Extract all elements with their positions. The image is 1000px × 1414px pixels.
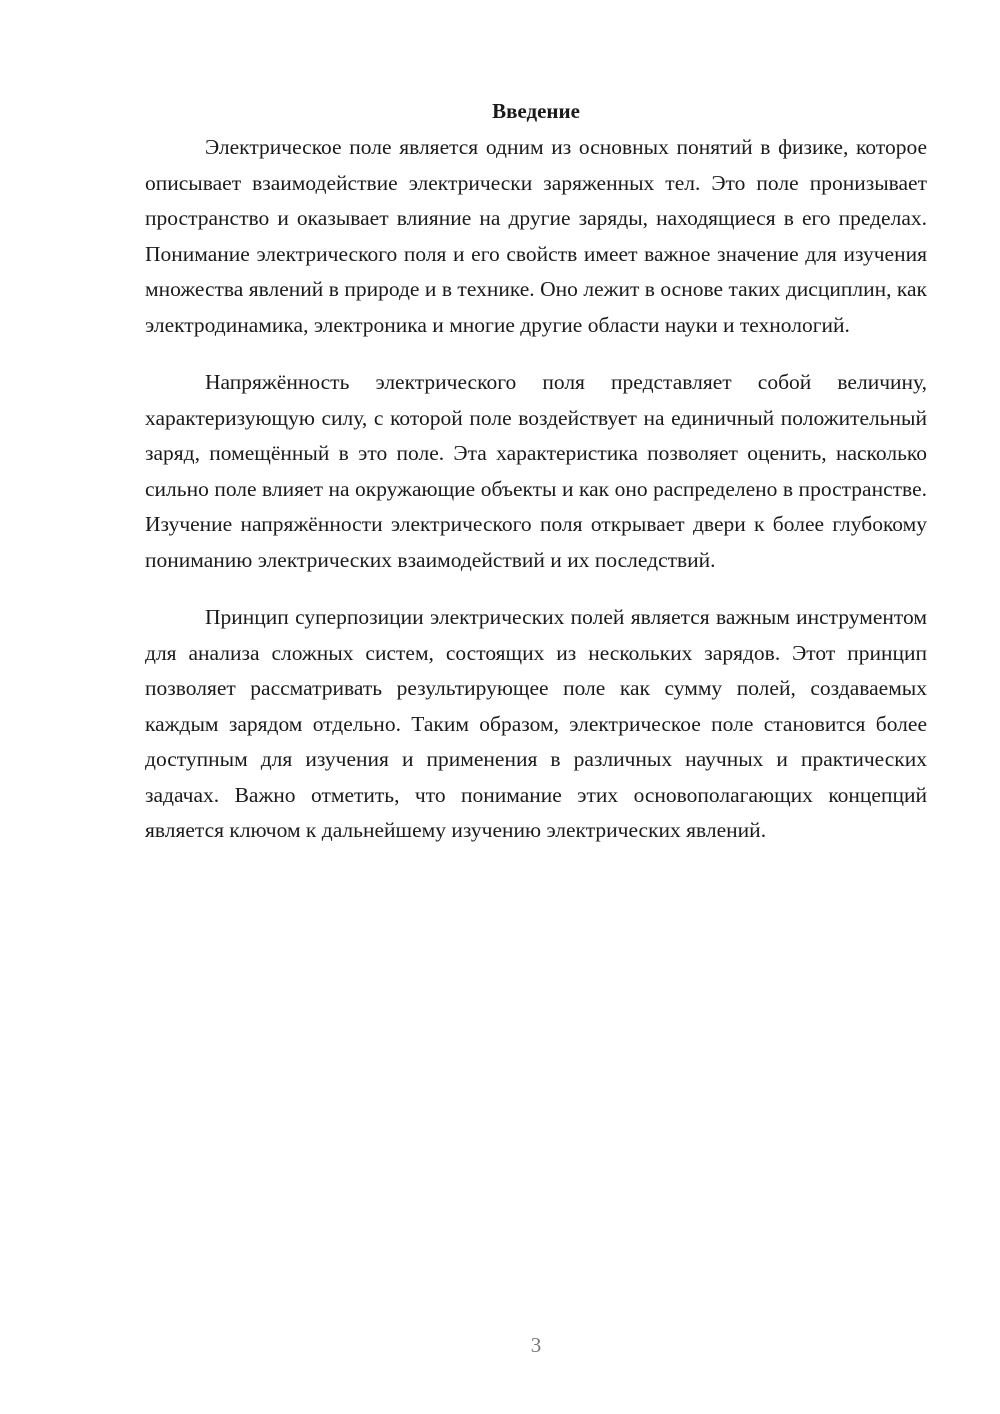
section-title: Введение	[492, 99, 580, 123]
paragraph-electric-field: Электрическое поле является одним из основных понятий в физике, которое описывает взаимодействие электрически заряженных тел. Это поле пронизывает пространство и оказывает влияние на другие заряды, находящиеся в его пределах. Понимание электрического поля и его свойств имеет важное значение для изучения множества явлений в природе и в технике. Оно лежит в основе таких дисциплин, как электродинамика, электроника и многие другие области науки и технологий.	[145, 135, 927, 337]
page-number: 3	[530, 1333, 542, 1357]
paragraph-superposition: Принцип суперпозиции электрических полей является важным инструментом для анализа сложных систем, состоящих из нескольких зарядов. Этот принцип позволяет рассматривать результирующее поле как сумму полей, создаваемых каждым зарядом отдельно. Таким образом, электрическое поле становится более доступным для изучения и применения в различных научных и практических задачах. Важно отметить, что понимание этих основополагающих концепций является ключом к дальнейшему изучению электрических явлений.	[145, 605, 927, 842]
paragraph-field-strength: Напряжённость электрического поля представляет собой величину, характеризующую силу, с которой поле воздействует на единичный положительный заряд, помещённый в это поле. Эта характеристика позволяет оценить, насколько сильно поле влияет на окружающие объекты и как оно распределено в пространстве. Изучение напряжённости электрического поля открывает двери к более глубокому пониманию электрических взаимодействий и их последствий.	[145, 370, 927, 572]
page-content	[145, 96, 927, 871]
